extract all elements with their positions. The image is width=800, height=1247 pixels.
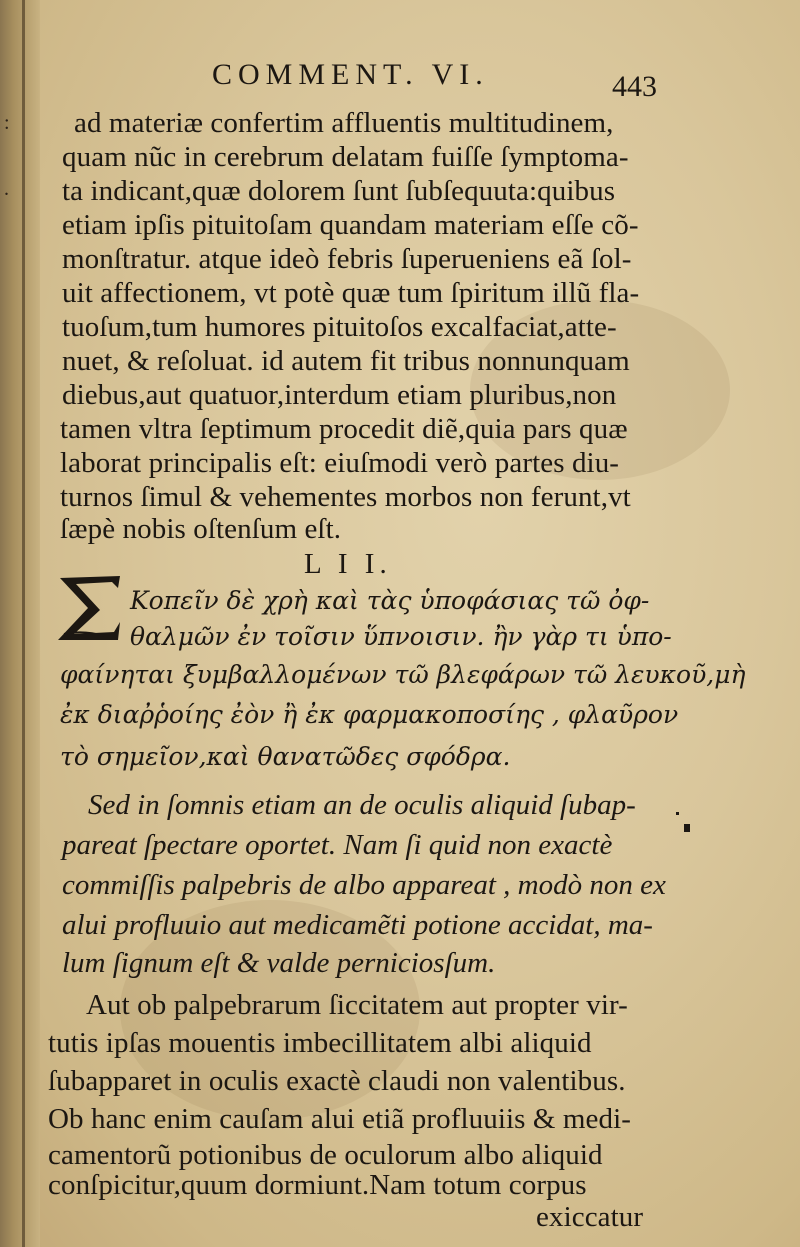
text-line: Ob hanc enim cauſam alui etiã profluuiis & medi-	[48, 1103, 632, 1135]
translation-line: lum ſignum eſt & valde perniciosſum.	[62, 947, 496, 979]
text-line: ta indicant,quæ dolorem ſunt ſubſequuta:quibus	[62, 175, 616, 207]
text-line: quam nũc in cerebrum delatam fuiſſe ſymptoma-	[62, 141, 629, 173]
ink-speck	[684, 824, 690, 832]
text-line: turnos ſimul & vehementes morbos non ferunt,vt	[60, 481, 631, 513]
translation-line: Sed in ſomnis etiam an de oculis aliquid ſubap-	[88, 789, 636, 821]
greek-line: θαλμῶν ἐν τοῖσιν ὕπνοισιν. ἢν γὰρ τι ὑπο-	[130, 622, 672, 651]
text-line: laborat principalis eſt: eiuſmodi verò partes diu-	[60, 447, 620, 479]
text-line: ſæpè nobis oſtenſum eſt.	[60, 513, 342, 545]
gutter-mark-period: .	[4, 178, 9, 200]
text-line: etiam ipſis pituitoſam quandam materiam eſſe cõ-	[62, 209, 639, 241]
greek-line: φαίνηται ξυμβαλλομένων τῶ βλεφάρων τῶ λευκοῦ,μὴ	[60, 660, 746, 689]
greek-line: τὸ σημεῖον,καὶ θανατῶδες σφόδρα.	[60, 742, 511, 771]
drop-cap-sigma-icon	[54, 572, 126, 644]
gutter-mark-colon: :	[4, 112, 10, 134]
text-line: tamen vltra ſeptimum procedit diẽ,quia pars quæ	[60, 413, 628, 445]
text-line: ſubapparet in oculis exactè claudi non valentibus.	[48, 1065, 626, 1097]
greek-line: Κοπεῖν δὲ χρὴ καὶ τὰς ὑποφάσιας τῶ ὀφ-	[130, 586, 650, 615]
translation-line: alui profluuio aut medicamẽti potione accidat, ma-	[62, 909, 653, 941]
text-line: conſpicitur,quum dormiunt.Nam totum corpus	[48, 1169, 587, 1201]
text-line: tuoſum,tum humores pituitoſos excalfaciat,atte-	[62, 311, 617, 343]
text-line: Aut ob palpebrarum ſiccitatem aut propter vir-	[86, 989, 628, 1021]
running-head: COMMENT. VI.	[212, 58, 489, 91]
translation-line: pareat ſpectare oportet. Nam ſi quid non exactè	[62, 829, 613, 861]
text-line: ad materiæ confertim affluentis multitudinem,	[74, 107, 614, 139]
text-line: nuet, & reſoluat. id autem fit tribus nonnunquam	[62, 345, 630, 377]
text-line: monſtratur. atque ideò febris ſuperueniens eã ſol-	[62, 243, 632, 275]
greek-line: ἐκ διαῤῥοίης ἐὸν ἢ ἐκ φαρμακοποσίης , φλαῦρον	[60, 700, 679, 729]
text-line: uit affectionem, vt potè quæ tum ſpiritum illũ fla-	[62, 277, 640, 309]
translation-line: commiſſis palpebris de albo appareat , modò non ex	[62, 869, 666, 901]
page-number: 443	[612, 70, 657, 103]
ink-speck	[676, 812, 679, 815]
text-line: tutis ipſas mouentis imbecillitatem albi aliquid	[48, 1027, 592, 1059]
catchword: exiccatur	[536, 1201, 644, 1233]
text-line: diebus,aut quatuor,interdum etiam pluribus,non	[62, 379, 617, 411]
text-line: camentorũ potionibus de oculorum albo aliquid	[48, 1139, 603, 1171]
section-number: L I I.	[304, 548, 392, 580]
